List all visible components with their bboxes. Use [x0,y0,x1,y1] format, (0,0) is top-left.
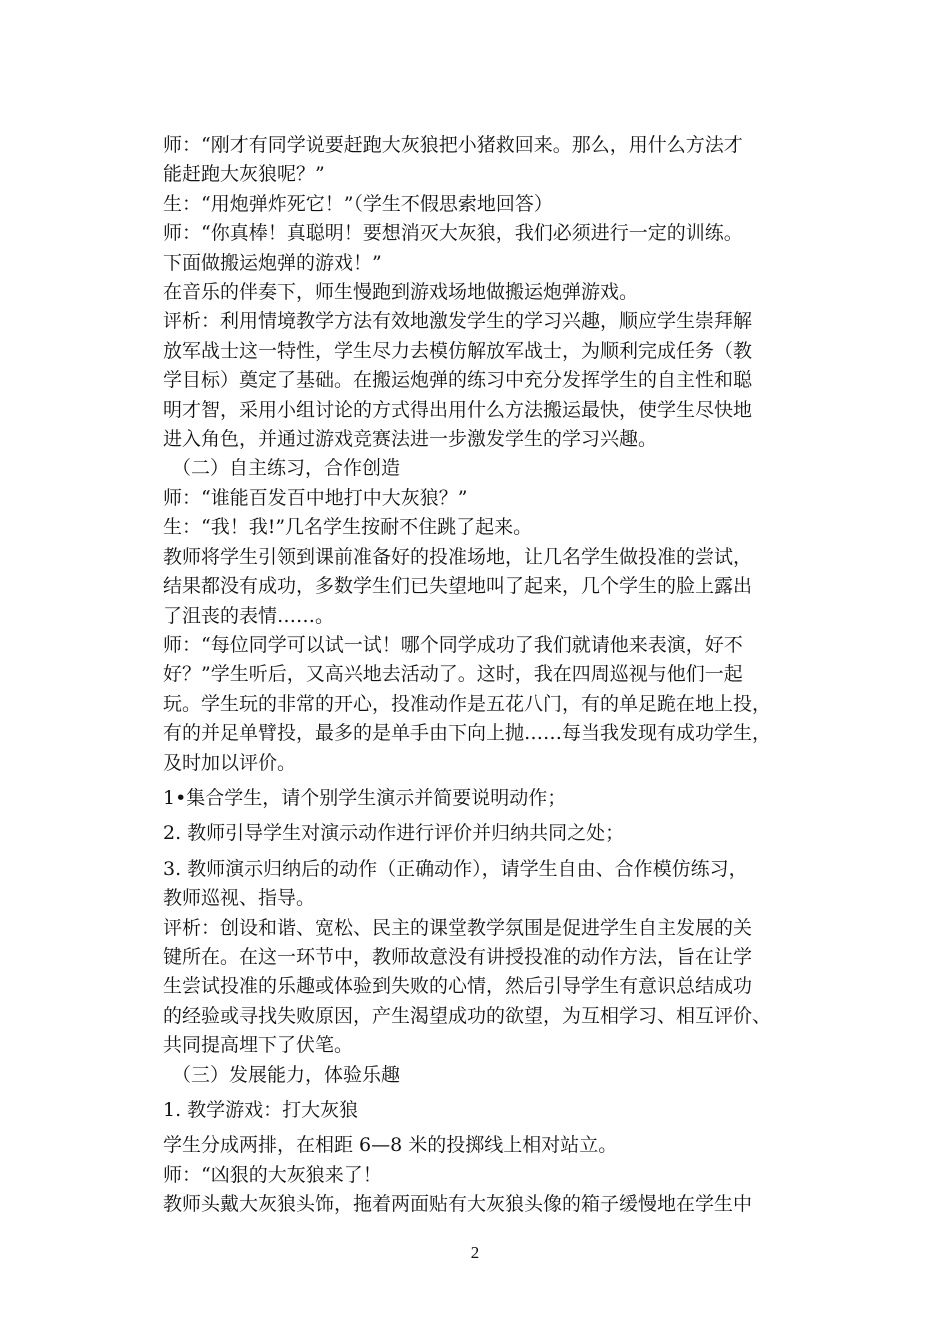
text-line: 评析：利用情境教学方法有效地激发学生的学习兴趣，顺应学生崇拜解 [163,310,753,333]
text-line: 键所在。在这一环节中，教师故意没有讲授投准的动作方法，旨在让学 [163,945,753,968]
text-line: 的经验或寻找失败原因，产生渴望成功的欲望，为互相学习、相互评价、 [163,1004,772,1027]
text-line: 在音乐的伴奏下，师生慢跑到游戏场地做搬运炮弹游戏。 [163,281,639,304]
text-line: 教师将学生引领到课前准备好的投准场地，让几名学生做投准的尝试， [163,545,753,568]
text-line: 下面做搬运炮弹的游戏！” [163,251,382,274]
text-line: 教师巡视、指导。 [163,887,316,910]
text-line: 生：“用炮弹炸死它！”（学生不假思索地回答） [163,192,553,215]
text-line: 师：“每位同学可以试一试！哪个同学成功了我们就请他来表演，好不 [163,633,743,656]
list-item: 3. 教师演示归纳后的动作（正确动作），请学生自由、合作模仿练习， [163,857,748,880]
text-line: 评析：创设和谐、宽松、民主的课堂教学氛围是促进学生自主发展的关 [163,916,753,939]
text-line: 有的并足单臂投，最多的是单手由下向上抛……每当我发现有成功学生， [163,722,772,745]
section-heading: （三）发展能力，体验乐趣 [172,1063,401,1086]
list-item: 1. 教学游戏：打大灰狼 [163,1099,359,1121]
text-line: 结果都没有成功，多数学生们已失望地叫了起来，几个学生的脸上露出 [163,575,753,598]
list-item: 1•集合学生，请个别学生演示并简要说明动作； [163,786,567,809]
text-line: 了沮丧的表情……。 [163,604,335,627]
page-number: 2 [470,1243,480,1262]
text-line: 教师头戴大灰狼头饰，拖着两面贴有大灰狼头像的箱子缓慢地在学生中 [163,1193,753,1216]
text-line: 师：“刚才有同学说要赶跑大灰狼把小猪救回来。那么，用什么方法才 [163,134,743,156]
text-line: 学生分成两排，在相距 6—8 米的投掷线上相对站立。 [163,1134,618,1157]
text-line: 能赶跑大灰狼呢？” [163,163,325,186]
text-line: 师：“你真棒！真聪明！要想消灭大灰狼，我们必须进行一定的训练。 [163,222,743,245]
text-line: 生：“我！我!”几名学生按耐不住跳了起来。 [163,516,533,539]
list-item: 2. 教师引导学生对演示动作进行评价并归纳共同之处； [163,822,625,845]
text-line: 明才智，采用小组讨论的方式得出用什么方法搬运最快，使学生尽快地 [163,398,753,421]
text-line: 学目标）奠定了基础。在搬运炮弹的练习中充分发挥学生的自主性和聪 [163,369,753,392]
text-line: 共同提高埋下了伏笔。 [163,1034,354,1057]
text-line: 进入角色，并通过游戏竞赛法进一步激发学生的学习兴趣。 [163,428,658,451]
section-heading: （二）自主练习，合作创造 [172,457,401,480]
text-line: 及时加以评价。 [163,751,297,774]
text-line: 生尝试投准的乐趣或体验到失败的心情，然后引导学生有意识总结成功 [163,975,753,998]
text-line: 师：“凶狠的大灰狼来了！ [163,1163,382,1186]
document-body [163,131,803,1220]
text-line: 师：“谁能百发百中地打中大灰狼？” [163,486,468,509]
text-line: 玩。学生玩的非常的开心，投准动作是五花八门，有的单足跪在地上投， [163,692,772,715]
text-line: 放军战士这一特性，学生尽力去模仿解放军战士，为顺利完成任务（教 [163,339,753,362]
text-line: 好？”学生听后，又高兴地去活动了。这时，我在四周巡视与他们一起 [163,663,743,686]
